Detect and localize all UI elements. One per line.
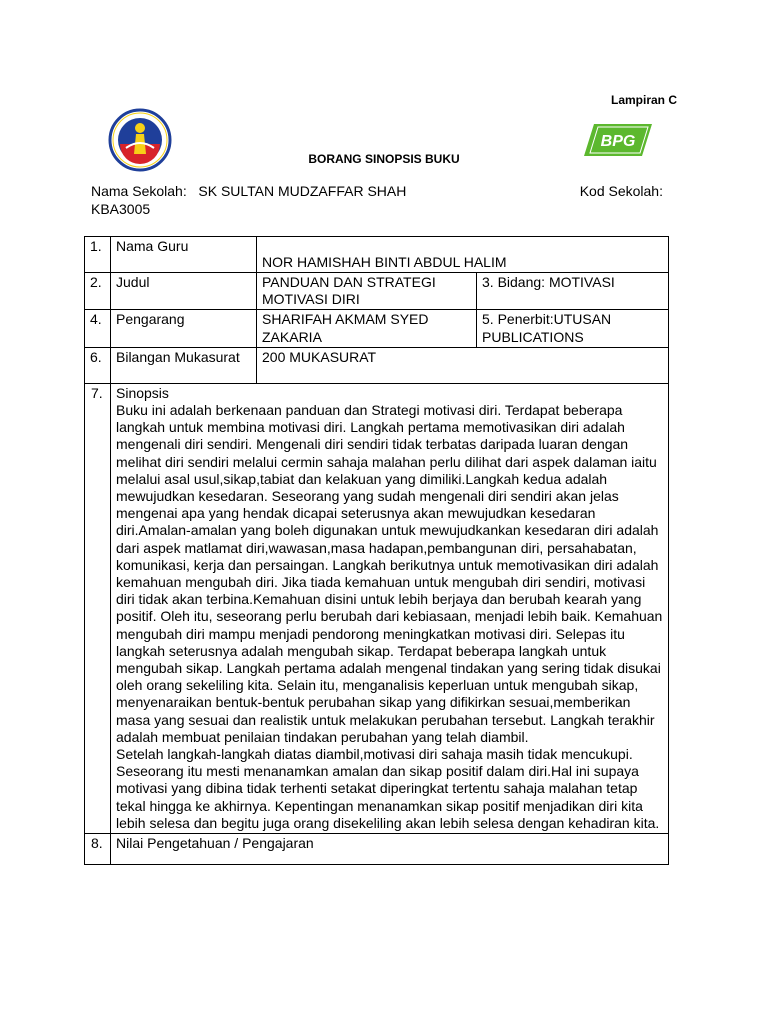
school-name-value: SK SULTAN MUDZAFFAR SHAH <box>198 183 407 199</box>
field-label: Judul <box>111 273 257 310</box>
synopsis-paragraph: Buku ini adalah berkenaan panduan dan Strategi motivasi diri. Terdapat beberapa langkah untuk membina motivasi diri. Langkah pertama memotivasikan diri adalah mengenali diri sendiri. Mengenali diri sendiri tidak terbatas daripada luaran dengan melihat diri sendiri melalui cermin sahaja malahan perlu dilihat dari aspek dalaman iaitu melalui asal usul,sikap,tabiat dan kelakuan yang dimiliki.Langkah kedua adalah mewujudkan kesedaran. Seseorang yang sudah mengenali diri sendiri akan jelas mengenai apa yang hendak dicapai seterusnya akan mewujudkan kesedaran diri.Amalan-amalan yang boleh digunakan untuk mewujudkankan kesedaran diri adalah dari aspek matlamat diri,wawasan,masa hadapan,pembangunan diri, persahabatan, komunikasi, kerja dan persaingan. Langkah berikutnya untuk memotivasikan diri adalah kemahuan mengubah diri. Jika tiada kemahuan untuk mengubah diri sendiri, motivasi diri tidak akan terbina.Kemahuan disini untuk lebih berjaya dan berubah kearah yang positif. Oleh itu, seseorang perlu berubah dari kebiasaan, menjadi lebih baik. Kemahuan mengubah diri mampu menjadi pendorong meningkatkan motivasi diri. Selepas itu langkah seterusnya adalah mengubah sikap. Terdapat beberapa langkah untuk mengubah sikap. Langkah pertama adalah mengenal tindakan yang sering tidak disukai oleh orang sekeliling kita. Selain itu, menganalisis keperluan untuk mengubah sikap, menyenaraikan bentuk-bentuk perubahan sikap yang difikirkan sesuai,memberikan masa yang sesuai dan realistik untuk melakukan perubahan tersebut. Langkah terakhir adalah membuat penilaian tindakan perubahan yang telah diambil. <box>116 402 663 745</box>
row-nilai <box>85 834 669 865</box>
row-number: 8. <box>85 834 111 865</box>
book-title: PANDUAN DAN STRATEGI MOTIVASI DIRI <box>257 273 477 310</box>
row-number: 6. <box>85 347 111 383</box>
row-sinopsis <box>85 383 669 833</box>
row-number: 1. <box>85 237 111 273</box>
row-nama-guru <box>85 237 669 273</box>
synopsis-paragraph: Setelah langkah-langkah diatas diambil,motivasi diri sahaja masih tidak mencukupi. Seseorang itu mesti menanamkan amalan dan sikap positif dalam diri.Hal ini supaya motivasi yang dibina tidak terhenti setakat diperingkat tertentu sahaja malahan tetap tekal hingga ke akhirnya. Kepentingan menanamkan sikap positif menjadikan diri kita lebih selesa dan begitu juga orang disekeliling akan lebih selesa dengan kehadiran kita. <box>116 746 660 831</box>
row-pengarang <box>85 310 669 347</box>
form-title: BORANG SINOPSIS BUKU <box>308 152 460 166</box>
field-label: Nilai Pengetahuan / Pengajaran <box>111 834 669 865</box>
synopsis-form-table <box>84 236 669 865</box>
book-publisher: 5. Penerbit:UTUSAN PUBLICATIONS <box>477 310 669 347</box>
teacher-name: NOR HAMISHAH BINTI ABDUL HALIM <box>257 237 669 273</box>
row-number: 7. <box>85 383 111 833</box>
bpg-logo-text: BPG <box>600 133 636 150</box>
row-bilangan-mukasurat <box>85 347 669 383</box>
synopsis-cell <box>111 383 669 833</box>
book-field: 3. Bidang: MOTIVASI <box>477 273 669 310</box>
book-author: SHARIFAH AKMAM SYED ZAKARIA <box>257 310 477 347</box>
row-judul <box>85 273 669 310</box>
school-name-label: Nama Sekolah: <box>91 183 187 199</box>
row-number: 4. <box>85 310 111 347</box>
school-code-label: Kod Sekolah: <box>579 183 663 199</box>
field-label: Nama Guru <box>111 237 257 273</box>
synopsis-label: Sinopsis <box>116 384 169 401</box>
row-number: 2. <box>85 273 111 310</box>
page-count: 200 MUKASURAT <box>257 347 669 383</box>
appendix-label: Lampiran C <box>610 93 677 107</box>
field-label: Pengarang <box>111 310 257 347</box>
field-label: Bilangan Mukasurat <box>111 347 257 383</box>
school-code-value: KBA3005 <box>91 201 151 217</box>
